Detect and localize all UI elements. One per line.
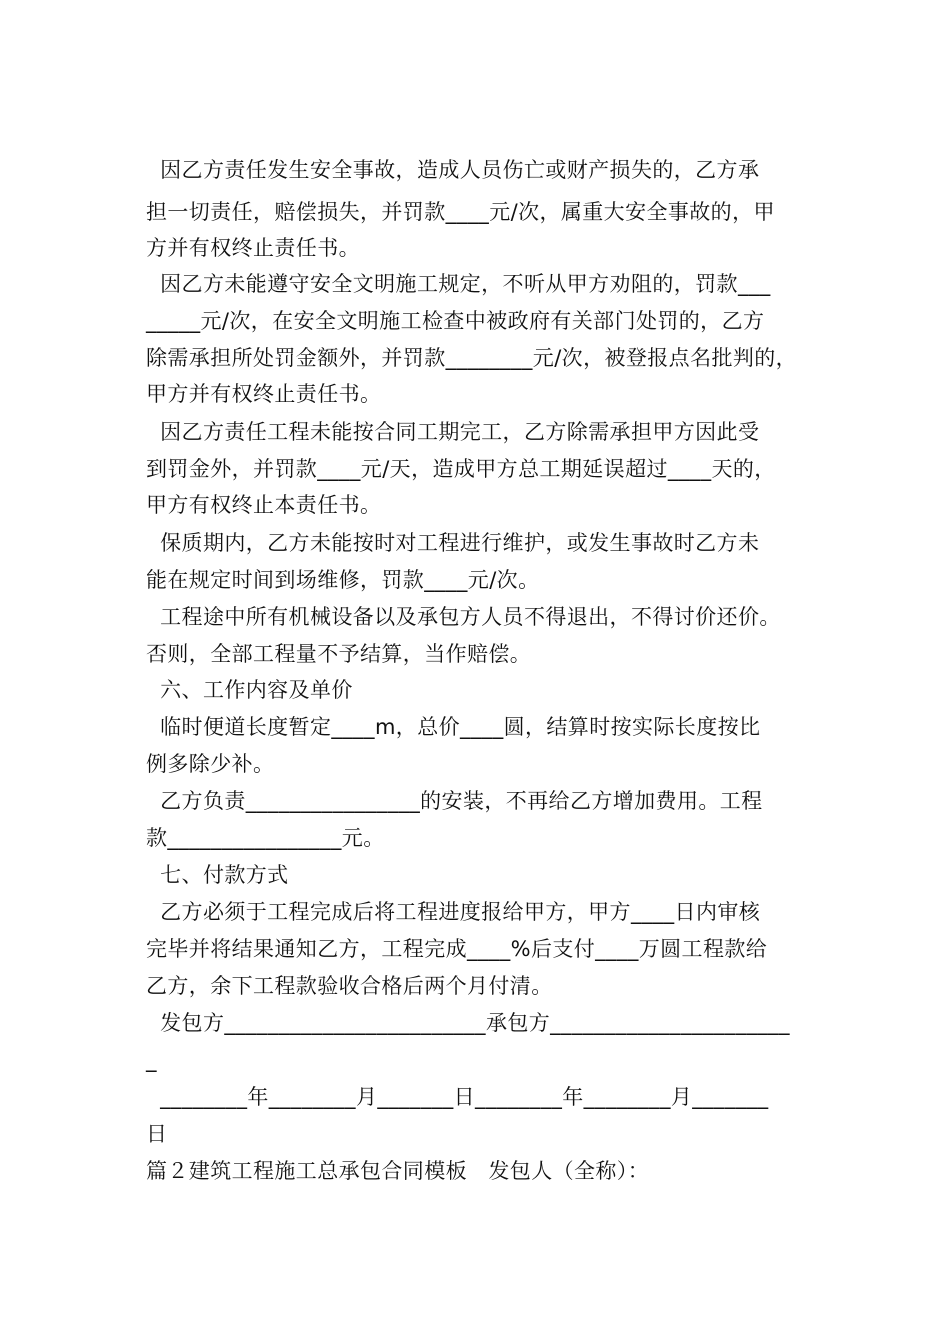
text-line: 因乙方责任工程未能按合同工期完工，乙方除需承担甲方因此受 bbox=[146, 420, 760, 444]
date-line-cont: 日 bbox=[146, 1122, 168, 1146]
date-line: ________年________月_______日________年________月_______ bbox=[146, 1085, 769, 1109]
text-line: 款________________元。 bbox=[146, 826, 385, 850]
text-line: 能在规定时间到场维修，罚款____元/次。 bbox=[146, 568, 540, 592]
text-line: 工程途中所有机械设备以及承包方人员不得退出，不得讨价还价。 bbox=[146, 605, 781, 629]
section-heading: 七、付款方式 bbox=[146, 863, 289, 887]
text-line: 乙方，余下工程款验收合格后两个月付清。 bbox=[146, 974, 553, 998]
text-line: _____元/次，在安全文明施工检查中被政府有关部门处罚的，乙方 bbox=[146, 309, 765, 333]
text-line: 保质期内，乙方未能按时对工程进行维护，或发生事故时乙方未 bbox=[146, 531, 760, 555]
text-line: 完毕并将结果通知乙方，工程完成____%后支付____万圆工程款给 bbox=[146, 937, 768, 961]
text-line: 例多除少补。 bbox=[146, 752, 275, 776]
text-line: 乙方负责________________的安装，不再给乙方增加费用。工程 bbox=[146, 789, 763, 813]
text-line: 乙方必须于工程完成后将工程进度报给甲方，甲方____日内审核 bbox=[146, 900, 761, 924]
signature-line-cont: _ bbox=[146, 1048, 157, 1072]
text-line: 到罚金外，并罚款____元/天，造成甲方总工期延误超过____天的， bbox=[146, 457, 776, 481]
text-line: 否则，全部工程量不予结算，当作赔偿。 bbox=[146, 642, 532, 666]
text-line: 因乙方责任发生安全事故，造成人员伤亡或财产损失的，乙方承 bbox=[146, 158, 760, 182]
text-line: 甲方并有权终止责任书。 bbox=[146, 382, 382, 406]
text-line: 甲方有权终止本责任书。 bbox=[146, 493, 382, 517]
text-line: 临时便道长度暂定____m，总价____圆，结算时按实际长度按比 bbox=[146, 715, 761, 739]
next-document-title: 篇２建筑工程施工总承包合同模板 发包人（全称）： bbox=[146, 1159, 650, 1183]
text-line: 担一切责任，赔偿损失，并罚款____元/次，属重大安全事故的，甲 bbox=[146, 200, 775, 224]
text-line: 因乙方未能遵守安全文明施工规定，不听从甲方劝阻的，罚款___ bbox=[146, 272, 771, 296]
text-line: 方并有权终止责任书。 bbox=[146, 236, 360, 260]
signature-line: 发包方________________________承包方______________________ bbox=[146, 1011, 790, 1035]
text-line: 除需承担所处罚金额外，并罚款________元/次，被登报点名批判的， bbox=[146, 346, 798, 370]
section-heading: 六、工作内容及单价 bbox=[146, 678, 353, 702]
